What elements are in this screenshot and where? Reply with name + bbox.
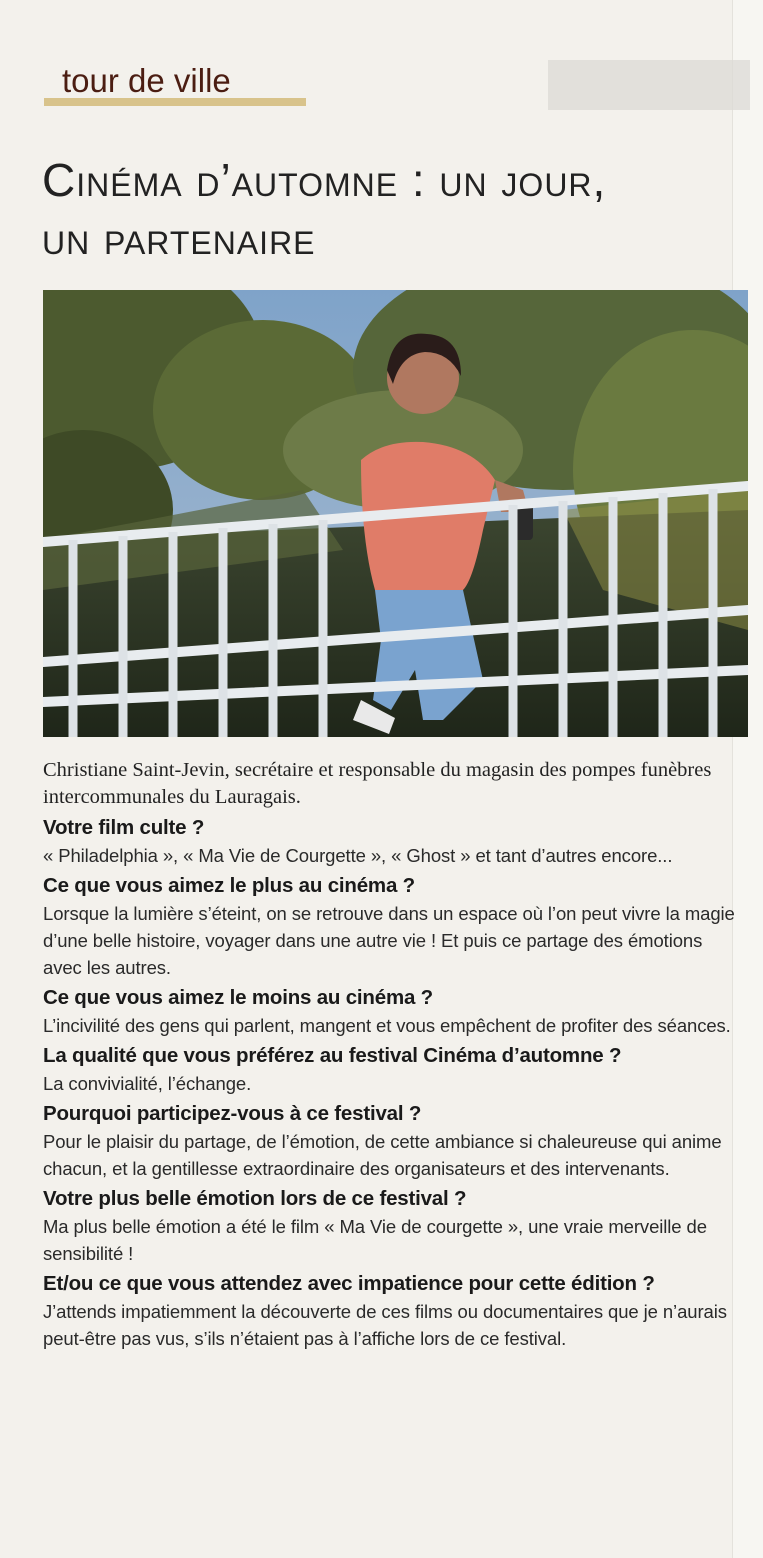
question: Votre film culte ? bbox=[43, 816, 205, 839]
answer: L’incivilité des gens qui parlent, mangent et vous empêchent de profiter des séances. bbox=[43, 1015, 731, 1036]
page-title: Cinéma d’automne : un jour, un partenaire bbox=[42, 153, 607, 264]
answer: Lorsque la lumière s’éteint, on se retrouve dans un espace où l’on peut vivre la magie d’une belle histoire, voyager dans une autre vie ! Et puis ce partage des émotions avec les autres. bbox=[43, 903, 735, 978]
answer: La convivialité, l’échange. bbox=[43, 1073, 252, 1094]
question: Ce que vous aimez le moins au cinéma ? bbox=[43, 986, 433, 1009]
section-tag bbox=[44, 58, 306, 106]
portrait-photo bbox=[43, 290, 748, 737]
question: Et/ou ce que vous attendez avec impatience pour cette édition ? bbox=[43, 1272, 655, 1295]
answer: J’attends impatiemment la découverte de ces films ou documentaires que je n’aurais peut-être pas vus, s’ils n’étaient pas à l’affiche lors de ce festival. bbox=[43, 1301, 727, 1349]
answer: Ma plus belle émotion a été le film « Ma Vie de courgette », une vraie merveille de sensibilité ! bbox=[43, 1216, 707, 1264]
question: La qualité que vous préférez au festival Cinéma d’automne ? bbox=[43, 1044, 622, 1067]
section-tag-label: tour de ville bbox=[62, 62, 231, 99]
article-body bbox=[43, 757, 743, 1355]
question: Votre plus belle émotion lors de ce festival ? bbox=[43, 1187, 467, 1210]
question: Pourquoi participez-vous à ce festival ? bbox=[43, 1102, 422, 1125]
answer: « Philadelphia », « Ma Vie de Courgette », « Ghost » et tant d’autres encore... bbox=[43, 845, 673, 866]
question: Ce que vous aimez le plus au cinéma ? bbox=[43, 874, 415, 897]
intro-paragraph: Christiane Saint-Jevin, secrétaire et responsable du magasin des pompes funèbres intercommunales du Lauragais. bbox=[43, 759, 712, 808]
adjacent-page-bleed bbox=[548, 60, 750, 110]
answer: Pour le plaisir du partage, de l’émotion, de cette ambiance si chaleureuse qui anime chacun, et la gentillesse extraordinaire des organisateurs et des intervenants. bbox=[43, 1131, 722, 1179]
